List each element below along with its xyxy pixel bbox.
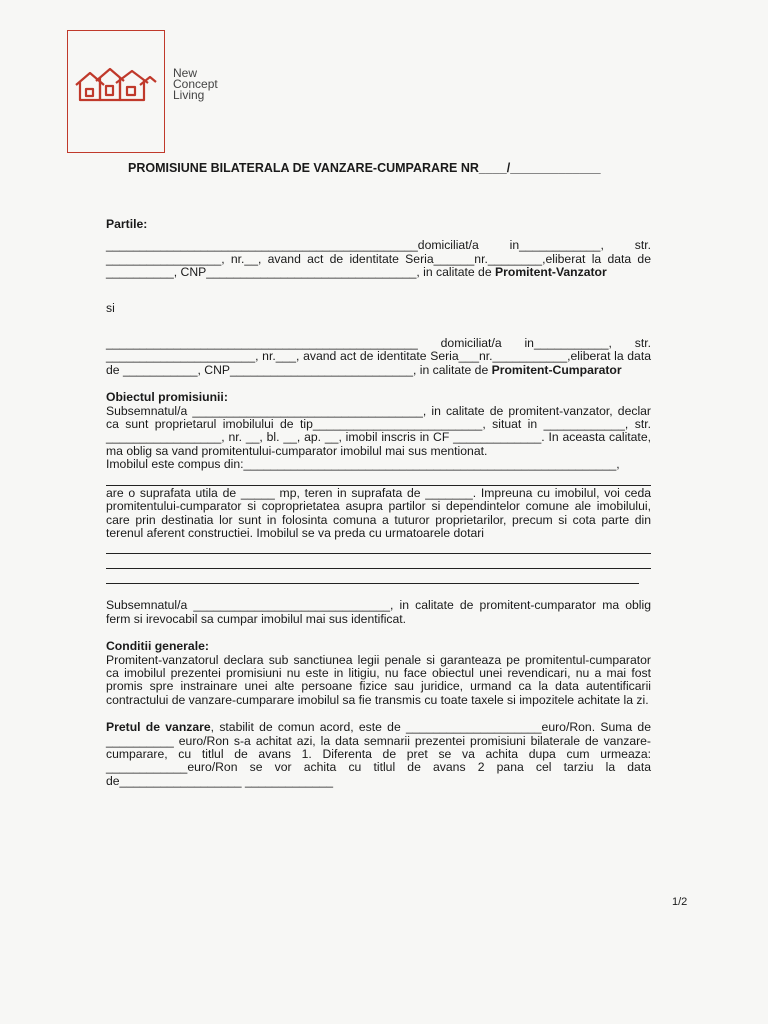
pret-paragraph bbox=[106, 721, 651, 788]
si-text: si bbox=[106, 300, 115, 315]
document-body bbox=[106, 218, 651, 788]
blank-line bbox=[106, 472, 651, 486]
conditii-heading: Conditii generale: bbox=[106, 639, 209, 654]
brand-line-2: Concept bbox=[173, 77, 218, 91]
obiect-paragraph-3: are o suprafata utila de _____ mp, teren in suprafata de _______. Impreuna cu imobilul, voi ceda promitentului-cumparator si coproprietatea asupra partilor si dependintelor comune ale imobilului, care prin destinatia lor sunt in folosinta comuna a tuturor proprietarilor, precum si cota parte din terenul aferent constructiei. Imobilul se va preda cu urmatoarele dotari bbox=[106, 485, 651, 540]
conditii-paragraph: Promitent-vanzatorul declara sub sanctiunea legii penale si garanteaza pe promitentul-cumparator ca imobilul prezentei promisiuni nu este in litigiu, nu face obiectul unei revendicari, nu a mai fost promis spre instrainare unei alte persoane fizice sau juridice, urmand ca la data autentificarii contractului de vanzare-cumparare imobilul sa fie transmis cu toate taxele si impozitele achitate la zi. bbox=[106, 652, 651, 707]
document-title: PROMISIUNE BILATERALA DE VANZARE-CUMPARARE NR____/_____________ bbox=[128, 161, 601, 175]
brand-name bbox=[173, 68, 218, 101]
obiect-heading: Obiectul promisiunii: bbox=[106, 390, 228, 405]
logo-frame bbox=[67, 30, 165, 153]
houses-logo-icon bbox=[74, 67, 158, 103]
vanzator-role: Promitent-Vanzator bbox=[495, 265, 607, 280]
cumparator-paragraph bbox=[106, 337, 651, 377]
obiect-paragraph-2: Imobilul este compus din:_______________________________________________________, bbox=[106, 457, 620, 472]
blank-line bbox=[106, 555, 651, 569]
pret-text: , stabilit de comun acord, este de ____________________euro/Ron. Suma de __________ euro/Ron s-a achitat azi, la data semnarii prezentei promisiuni bilaterale de vanzare-cumparare, cu titlul de avans 1. Diferenta de pret se va achita dupa cum urmeaza: ____________euro/Ron se vor achita cu titlul de avans 2 pana cel tarziu la data de__________________ _____________ bbox=[106, 720, 651, 788]
page-number: 1/2 bbox=[672, 896, 688, 908]
vanzator-paragraph bbox=[106, 239, 651, 279]
parti-heading: Partile: bbox=[106, 217, 148, 231]
brand-line-3: Living bbox=[173, 88, 205, 102]
blank-line bbox=[106, 540, 651, 554]
pret-label: Pretul de vanzare bbox=[106, 720, 211, 735]
obiect-paragraph-1: Subsemnatul/a __________________________________, in calitate de promitent-vanzator, declar ca sunt proprietarul imobilului de tip_________________________, situat in ____________, str. _________________, nr. __, bl. __, ap. __, imobil inscris in CF _____________. In aceasta calitate, ma oblig sa vand promitentului-cumparator imobilul mai sus mentionat. bbox=[106, 403, 651, 458]
vanzator-text: ______________________________________________domiciliat/a in____________, str. _________________, nr.__, avand act de identitate Seria______nr.________,eliberat la data de __________, CNP_______________________________, in calitate de bbox=[106, 238, 651, 280]
cumparator-role: Promitent-Cumparator bbox=[491, 362, 622, 377]
obiect-paragraph-4: Subsemnatul/a _____________________________, in calitate de promitent-cumparator ma oblig ferm si irevocabil sa cumpar imobilul mai sus identificat. bbox=[106, 598, 651, 626]
brand-line-1: New bbox=[173, 66, 198, 80]
blank-line bbox=[106, 570, 639, 584]
cumparator-text: ______________________________________________ domiciliat/a in___________, str. ______________________, nr.___, avand act de identitate Seria___nr.___________,eliberat la data de ___________, CNP___________________________, in calitate de bbox=[106, 336, 651, 377]
